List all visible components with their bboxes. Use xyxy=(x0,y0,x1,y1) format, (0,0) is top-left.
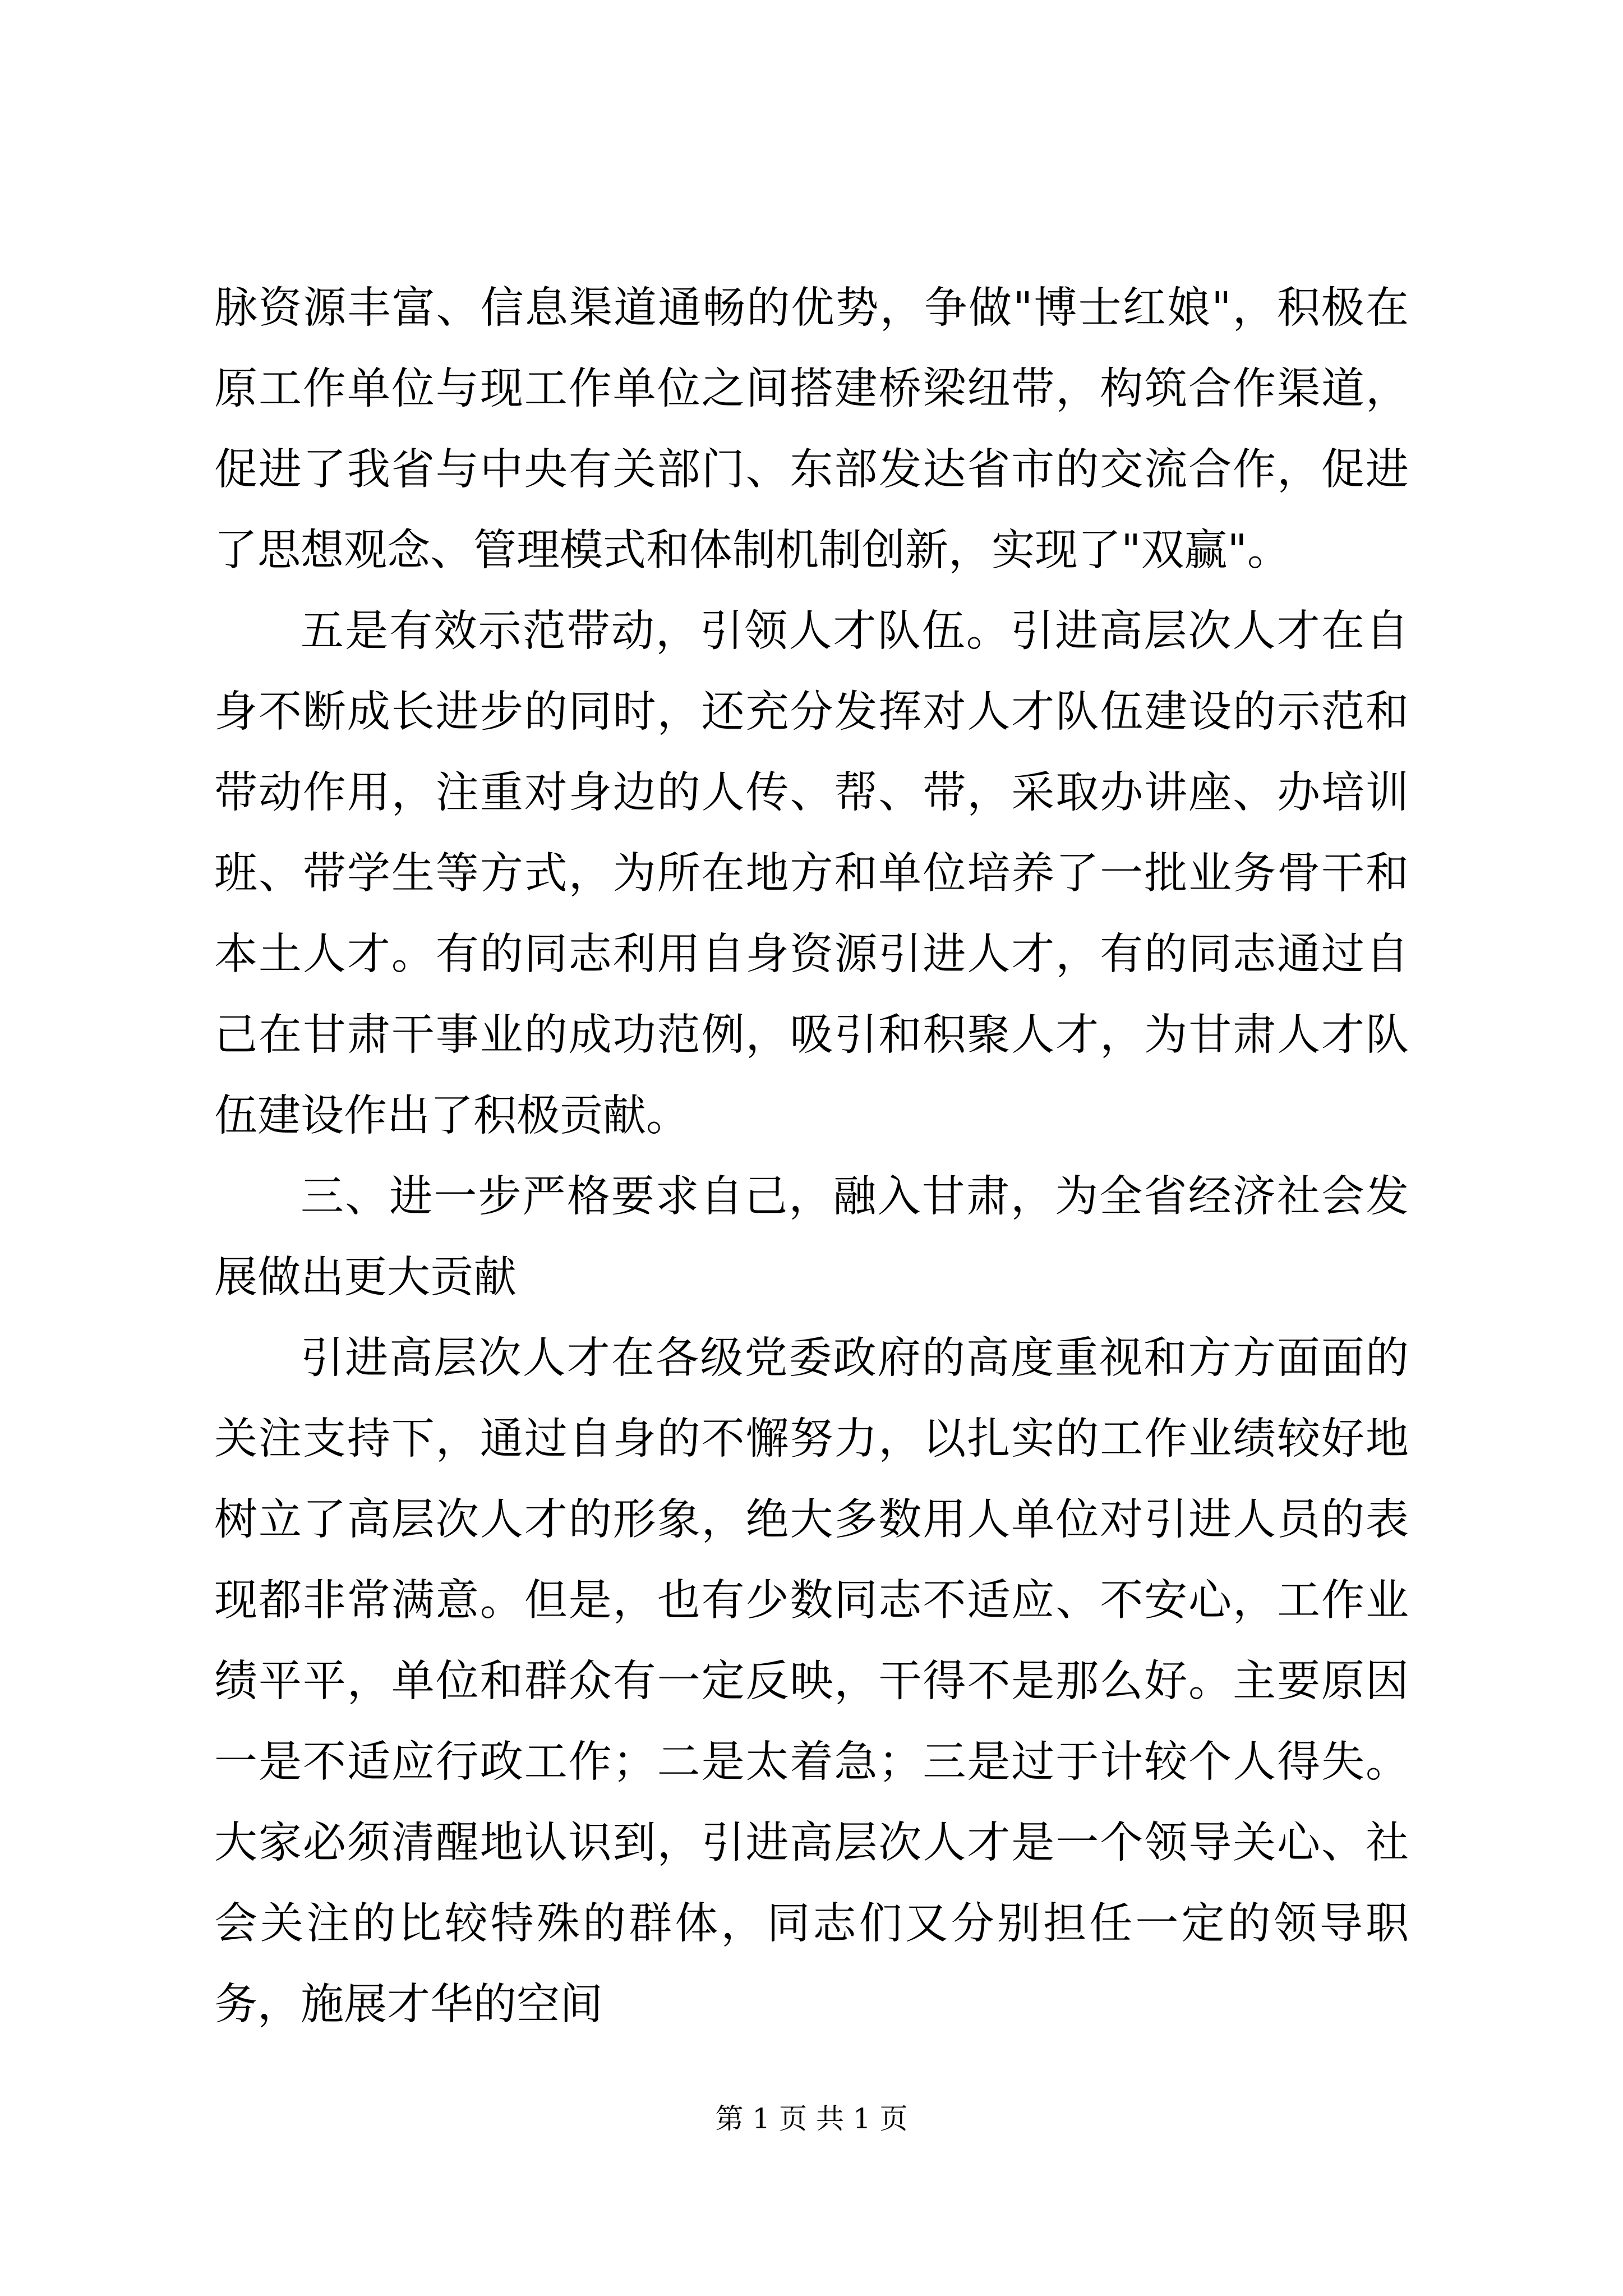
paragraph-continuation: 脉资源丰富、信息渠道通畅的优势，争做"博士红娘"，积极在原工作单位与现工作单位之间搭建桥梁纽带，构筑合作渠道，促进了我省与中央有关部门、东部发达省市的交流合作，促进了思想观念、管理模式和体制机制创新，实现了"双赢"。 xyxy=(214,283,1409,576)
paragraph-five-demonstration: 五是有效示范带动，引领人才队伍。引进高层次人才在自身不断成长进步的同时，还充分发挥对人才队伍建设的示范和带动作用，注重对身边的人传、帮、带，采取办讲座、办培训班、带学生等方式，为所在地方和单位培养了一批业务骨干和本土人才。有的同志利用自身资源引进人才，有的同志通过自己在甘肃干事业的成功范例，吸引和积聚人才，为甘肃人才队伍建设作出了积极贡献。 xyxy=(214,606,1409,1141)
paragraph-requirements: 引进高层次人才在各级党委政府的高度重视和方方面面的关注支持下，通过自身的不懈努力，以扎实的工作业绩较好地树立了高层次人才的形象，绝大多数用人单位对引进人员的表现都非常满意。但是，也有少数同志不适应、不安心，工作业绩平平，单位和群众有一定反映，干得不是那么好。主要原因一是不适应行政工作；二是太着急；三是过于计较个人得失。大家必须清醒地认识到，引进高层次人才是一个领导关心、社会关注的比较特殊的群体，同志们又分别担任一定的领导职务，施展才华的空间 xyxy=(214,1333,1409,2030)
page-footer: 第 1 页 共 1 页 xyxy=(715,2102,908,2135)
document-body xyxy=(214,268,1409,2045)
section-heading-three: 三、进一步严格要求自己，融入甘肃，为全省经济社会发展做出更大贡献 xyxy=(214,1172,1409,1303)
